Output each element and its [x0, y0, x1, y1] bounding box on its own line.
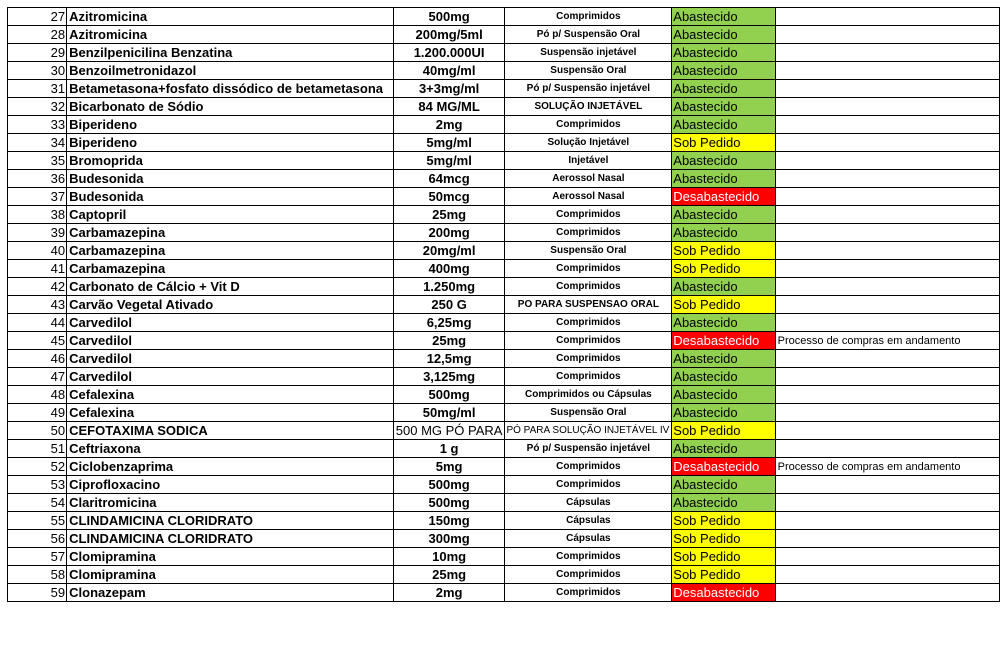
dosage-cell[interactable]: 400mg [393, 260, 505, 278]
presentation-cell[interactable]: Cápsulas [505, 512, 672, 530]
dosage-cell[interactable]: 84 MG/ML [393, 98, 505, 116]
table-row [8, 278, 1000, 296]
presentation-cell[interactable]: Comprimidos [505, 206, 672, 224]
dosage-cell[interactable]: 1 g [393, 440, 505, 458]
medication-name-cell[interactable]: Benzilpenicilina Benzatina [67, 44, 394, 62]
table-row [8, 332, 1000, 350]
dosage-cell[interactable]: 12,5mg [393, 350, 505, 368]
table-row [8, 458, 1000, 476]
dosage-cell[interactable]: 25mg [393, 566, 505, 584]
stock-status-cell[interactable]: Sob Pedido [672, 260, 775, 278]
table-row [8, 206, 1000, 224]
medication-name-cell[interactable]: Biperideno [67, 134, 394, 152]
stock-status-cell[interactable]: Abastecido [672, 26, 775, 44]
presentation-cell[interactable]: Cápsulas [505, 494, 672, 512]
note-cell[interactable] [775, 512, 999, 530]
note-cell[interactable] [775, 278, 999, 296]
dosage-cell[interactable]: 5mg/ml [393, 134, 505, 152]
presentation-cell[interactable]: Pó p/ Suspensão injetável [505, 440, 672, 458]
table-row [8, 62, 1000, 80]
stock-status-cell[interactable]: Abastecido [672, 44, 775, 62]
stock-status-cell[interactable]: Abastecido [672, 80, 775, 98]
presentation-cell[interactable]: Suspensão Oral [505, 242, 672, 260]
dosage-cell[interactable]: 5mg/ml [393, 152, 505, 170]
medication-name-cell[interactable]: Captopril [67, 206, 394, 224]
dosage-cell[interactable]: 1.250mg [393, 278, 505, 296]
dosage-cell[interactable]: 2mg [393, 584, 505, 602]
note-cell[interactable] [775, 422, 999, 440]
medication-name-cell[interactable]: Ciprofloxacino [67, 476, 394, 494]
dosage-cell[interactable]: 500 MG PÓ PARA [393, 422, 505, 440]
medication-name-cell[interactable]: Betametasona+fosfato dissódico de betametasona [67, 80, 394, 98]
stock-status-cell[interactable]: Abastecido [672, 314, 775, 332]
row-number-cell[interactable]: 49 [8, 404, 67, 422]
stock-status-cell[interactable]: Abastecido [672, 404, 775, 422]
dosage-cell[interactable]: 500mg [393, 386, 505, 404]
medication-name-cell[interactable]: Carvedilol [67, 350, 394, 368]
table-row [8, 404, 1000, 422]
medication-name-cell[interactable]: Carbamazepina [67, 224, 394, 242]
presentation-cell[interactable]: Suspensão injetável [505, 44, 672, 62]
table-row [8, 566, 1000, 584]
medication-name-cell[interactable]: Carvedilol [67, 314, 394, 332]
row-number-cell[interactable]: 29 [8, 44, 67, 62]
note-cell[interactable] [775, 98, 999, 116]
note-cell[interactable] [775, 494, 999, 512]
dosage-cell[interactable]: 10mg [393, 548, 505, 566]
table-row [8, 80, 1000, 98]
presentation-cell[interactable]: Aerossol Nasal [505, 170, 672, 188]
stock-status-cell[interactable]: Sob Pedido [672, 548, 775, 566]
note-cell[interactable] [775, 584, 999, 602]
dosage-cell[interactable]: 500mg [393, 476, 505, 494]
medication-name-cell[interactable]: CLINDAMICINA CLORIDRATO [67, 512, 394, 530]
row-number-cell[interactable]: 37 [8, 188, 67, 206]
medication-name-cell[interactable]: Benzoilmetronidazol [67, 62, 394, 80]
dosage-cell[interactable]: 6,25mg [393, 314, 505, 332]
table-row [8, 26, 1000, 44]
medication-name-cell[interactable]: Ceftriaxona [67, 440, 394, 458]
note-cell[interactable]: Processo de compras em andamento [775, 458, 999, 476]
dosage-cell[interactable]: 250 G [393, 296, 505, 314]
presentation-cell[interactable]: Comprimidos [505, 476, 672, 494]
stock-status-cell[interactable]: Abastecido [672, 116, 775, 134]
presentation-cell[interactable]: PÓ PARA SOLUÇÃO INJETÁVEL IV [505, 422, 672, 440]
row-number-cell[interactable]: 45 [8, 332, 67, 350]
stock-status-cell[interactable]: Desabastecido [672, 584, 775, 602]
table-row [8, 386, 1000, 404]
stock-status-cell[interactable]: Abastecido [672, 440, 775, 458]
row-number-cell[interactable]: 32 [8, 98, 67, 116]
note-cell[interactable] [775, 62, 999, 80]
row-number-cell[interactable]: 43 [8, 296, 67, 314]
note-cell[interactable] [775, 134, 999, 152]
note-cell[interactable] [775, 152, 999, 170]
dosage-cell[interactable]: 5mg [393, 458, 505, 476]
note-cell[interactable] [775, 170, 999, 188]
medication-name-cell[interactable]: Cefalexina [67, 386, 394, 404]
table-row [8, 368, 1000, 386]
row-number-cell[interactable]: 58 [8, 566, 67, 584]
row-number-cell[interactable]: 44 [8, 314, 67, 332]
presentation-cell[interactable]: Suspensão Oral [505, 404, 672, 422]
presentation-cell[interactable]: SOLUÇÃO INJETÁVEL [505, 98, 672, 116]
stock-status-cell[interactable]: Sob Pedido [672, 242, 775, 260]
table-row [8, 188, 1000, 206]
presentation-cell[interactable]: Comprimidos [505, 8, 672, 26]
table-row [8, 260, 1000, 278]
table-row [8, 314, 1000, 332]
row-number-cell[interactable]: 53 [8, 476, 67, 494]
presentation-cell[interactable]: Comprimidos [505, 350, 672, 368]
table-row [8, 116, 1000, 134]
note-cell[interactable] [775, 386, 999, 404]
dosage-cell[interactable]: 3,125mg [393, 368, 505, 386]
note-cell[interactable] [775, 80, 999, 98]
stock-status-cell[interactable]: Abastecido [672, 152, 775, 170]
dosage-cell[interactable]: 40mg/ml [393, 62, 505, 80]
presentation-cell[interactable]: Comprimidos [505, 116, 672, 134]
stock-status-cell[interactable]: Abastecido [672, 386, 775, 404]
dosage-cell[interactable]: 500mg [393, 494, 505, 512]
note-cell[interactable] [775, 404, 999, 422]
dosage-cell[interactable]: 300mg [393, 530, 505, 548]
note-cell[interactable] [775, 242, 999, 260]
table-row [8, 584, 1000, 602]
row-number-cell[interactable]: 41 [8, 260, 67, 278]
row-number-cell[interactable]: 33 [8, 116, 67, 134]
presentation-cell[interactable]: Comprimidos [505, 332, 672, 350]
row-number-cell[interactable]: 36 [8, 170, 67, 188]
table-row [8, 548, 1000, 566]
medication-name-cell[interactable]: Carvedilol [67, 368, 394, 386]
stock-status-cell[interactable]: Sob Pedido [672, 296, 775, 314]
row-number-cell[interactable]: 42 [8, 278, 67, 296]
stock-status-cell[interactable]: Abastecido [672, 224, 775, 242]
medication-name-cell[interactable]: Azitromicina [67, 8, 394, 26]
medication-name-cell[interactable]: Budesonida [67, 188, 394, 206]
row-number-cell[interactable]: 31 [8, 80, 67, 98]
medication-name-cell[interactable]: Clomipramina [67, 548, 394, 566]
row-number-cell[interactable]: 56 [8, 530, 67, 548]
stock-status-cell[interactable]: Abastecido [672, 494, 775, 512]
presentation-cell[interactable]: PO PARA SUSPENSAO ORAL [505, 296, 672, 314]
dosage-cell[interactable]: 64mcg [393, 170, 505, 188]
table-row [8, 44, 1000, 62]
stock-status-cell[interactable]: Desabastecido [672, 458, 775, 476]
note-cell[interactable] [775, 260, 999, 278]
dosage-cell[interactable]: 1.200.000UI [393, 44, 505, 62]
table-body [8, 8, 1000, 602]
presentation-cell[interactable]: Suspensão Oral [505, 62, 672, 80]
row-number-cell[interactable]: 34 [8, 134, 67, 152]
row-number-cell[interactable]: 50 [8, 422, 67, 440]
row-number-cell[interactable]: 57 [8, 548, 67, 566]
presentation-cell[interactable]: Solução Injetável [505, 134, 672, 152]
presentation-cell[interactable]: Comprimidos [505, 584, 672, 602]
stock-status-cell[interactable]: Desabastecido [672, 332, 775, 350]
medication-name-cell[interactable]: Ciclobenzaprima [67, 458, 394, 476]
presentation-cell[interactable]: Comprimidos [505, 314, 672, 332]
dosage-cell[interactable]: 3+3mg/ml [393, 80, 505, 98]
row-number-cell[interactable]: 47 [8, 368, 67, 386]
presentation-cell[interactable]: Comprimidos [505, 278, 672, 296]
table-row [8, 242, 1000, 260]
note-cell[interactable] [775, 188, 999, 206]
presentation-cell[interactable]: Comprimidos [505, 368, 672, 386]
medication-name-cell[interactable]: Azitromicina [67, 26, 394, 44]
note-cell[interactable] [775, 440, 999, 458]
table-row [8, 422, 1000, 440]
stock-status-cell[interactable]: Abastecido [672, 170, 775, 188]
note-cell[interactable] [775, 548, 999, 566]
medication-name-cell[interactable]: Bromoprida [67, 152, 394, 170]
stock-status-cell[interactable]: Sob Pedido [672, 422, 775, 440]
stock-status-cell[interactable]: Abastecido [672, 8, 775, 26]
presentation-cell[interactable]: Cápsulas [505, 530, 672, 548]
presentation-cell[interactable]: Comprimidos ou Cápsulas [505, 386, 672, 404]
row-number-cell[interactable]: 27 [8, 8, 67, 26]
table-row [8, 350, 1000, 368]
presentation-cell[interactable]: Pó p/ Suspensão injetável [505, 80, 672, 98]
stock-status-cell[interactable]: Abastecido [672, 278, 775, 296]
dosage-cell[interactable]: 50mcg [393, 188, 505, 206]
presentation-cell[interactable]: Comprimidos [505, 260, 672, 278]
row-number-cell[interactable]: 55 [8, 512, 67, 530]
presentation-cell[interactable]: Comprimidos [505, 224, 672, 242]
stock-status-cell[interactable]: Abastecido [672, 368, 775, 386]
stock-status-cell[interactable]: Abastecido [672, 62, 775, 80]
stock-status-cell[interactable]: Abastecido [672, 206, 775, 224]
table-row [8, 476, 1000, 494]
dosage-cell[interactable]: 25mg [393, 206, 505, 224]
medication-stock-table [7, 7, 1000, 602]
medication-name-cell[interactable]: Clomipramina [67, 566, 394, 584]
presentation-cell[interactable]: Comprimidos [505, 566, 672, 584]
stock-status-cell[interactable]: Abastecido [672, 476, 775, 494]
table-row [8, 170, 1000, 188]
dosage-cell[interactable]: 2mg [393, 116, 505, 134]
note-cell[interactable] [775, 476, 999, 494]
row-number-cell[interactable]: 40 [8, 242, 67, 260]
table-row [8, 98, 1000, 116]
note-cell[interactable] [775, 530, 999, 548]
note-cell[interactable] [775, 8, 999, 26]
dosage-cell[interactable]: 150mg [393, 512, 505, 530]
note-cell[interactable] [775, 224, 999, 242]
table-row [8, 134, 1000, 152]
medication-name-cell[interactable]: Carvedilol [67, 332, 394, 350]
table-row [8, 224, 1000, 242]
row-number-cell[interactable]: 54 [8, 494, 67, 512]
stock-status-cell[interactable]: Desabastecido [672, 188, 775, 206]
dosage-cell[interactable]: 200mg/5ml [393, 26, 505, 44]
note-cell[interactable]: Processo de compras em andamento [775, 332, 999, 350]
medication-name-cell[interactable]: Carbamazepina [67, 242, 394, 260]
dosage-cell[interactable]: 200mg [393, 224, 505, 242]
medication-name-cell[interactable]: CEFOTAXIMA SODICA [67, 422, 394, 440]
table-row [8, 152, 1000, 170]
medication-name-cell[interactable]: Claritromicina [67, 494, 394, 512]
medication-name-cell[interactable]: CLINDAMICINA CLORIDRATO [67, 530, 394, 548]
dosage-cell[interactable]: 500mg [393, 8, 505, 26]
stock-status-cell[interactable]: Sob Pedido [672, 134, 775, 152]
presentation-cell[interactable]: Pó p/ Suspensão Oral [505, 26, 672, 44]
table-row [8, 494, 1000, 512]
stock-status-cell[interactable]: Sob Pedido [672, 566, 775, 584]
dosage-cell[interactable]: 20mg/ml [393, 242, 505, 260]
medication-name-cell[interactable]: Budesonida [67, 170, 394, 188]
table-row [8, 512, 1000, 530]
row-number-cell[interactable]: 35 [8, 152, 67, 170]
row-number-cell[interactable]: 38 [8, 206, 67, 224]
note-cell[interactable] [775, 314, 999, 332]
stock-status-cell[interactable]: Sob Pedido [672, 530, 775, 548]
stock-status-cell[interactable]: Abastecido [672, 350, 775, 368]
medication-name-cell[interactable]: Carbamazepina [67, 260, 394, 278]
note-cell[interactable] [775, 206, 999, 224]
row-number-cell[interactable]: 28 [8, 26, 67, 44]
note-cell[interactable] [775, 368, 999, 386]
note-cell[interactable] [775, 296, 999, 314]
row-number-cell[interactable]: 30 [8, 62, 67, 80]
presentation-cell[interactable]: Injetável [505, 152, 672, 170]
note-cell[interactable] [775, 350, 999, 368]
table-row [8, 530, 1000, 548]
row-number-cell[interactable]: 52 [8, 458, 67, 476]
table-row [8, 440, 1000, 458]
row-number-cell[interactable]: 48 [8, 386, 67, 404]
medication-name-cell[interactable]: Bicarbonato de Sódio [67, 98, 394, 116]
row-number-cell[interactable]: 46 [8, 350, 67, 368]
medication-name-cell[interactable]: Biperideno [67, 116, 394, 134]
table-row [8, 296, 1000, 314]
table-row [8, 8, 1000, 26]
row-number-cell[interactable]: 51 [8, 440, 67, 458]
medication-name-cell[interactable]: Carvão Vegetal Ativado [67, 296, 394, 314]
medication-name-cell[interactable]: Cefalexina [67, 404, 394, 422]
presentation-cell[interactable]: Comprimidos [505, 458, 672, 476]
medication-name-cell[interactable]: Clonazepam [67, 584, 394, 602]
note-cell[interactable] [775, 44, 999, 62]
note-cell[interactable] [775, 116, 999, 134]
stock-status-cell[interactable]: Abastecido [672, 98, 775, 116]
presentation-cell[interactable]: Comprimidos [505, 548, 672, 566]
dosage-cell[interactable]: 50mg/ml [393, 404, 505, 422]
row-number-cell[interactable]: 39 [8, 224, 67, 242]
note-cell[interactable] [775, 566, 999, 584]
presentation-cell[interactable]: Aerossol Nasal [505, 188, 672, 206]
dosage-cell[interactable]: 25mg [393, 332, 505, 350]
note-cell[interactable] [775, 26, 999, 44]
stock-status-cell[interactable]: Sob Pedido [672, 512, 775, 530]
medication-name-cell[interactable]: Carbonato de Cálcio + Vit D [67, 278, 394, 296]
row-number-cell[interactable]: 59 [8, 584, 67, 602]
